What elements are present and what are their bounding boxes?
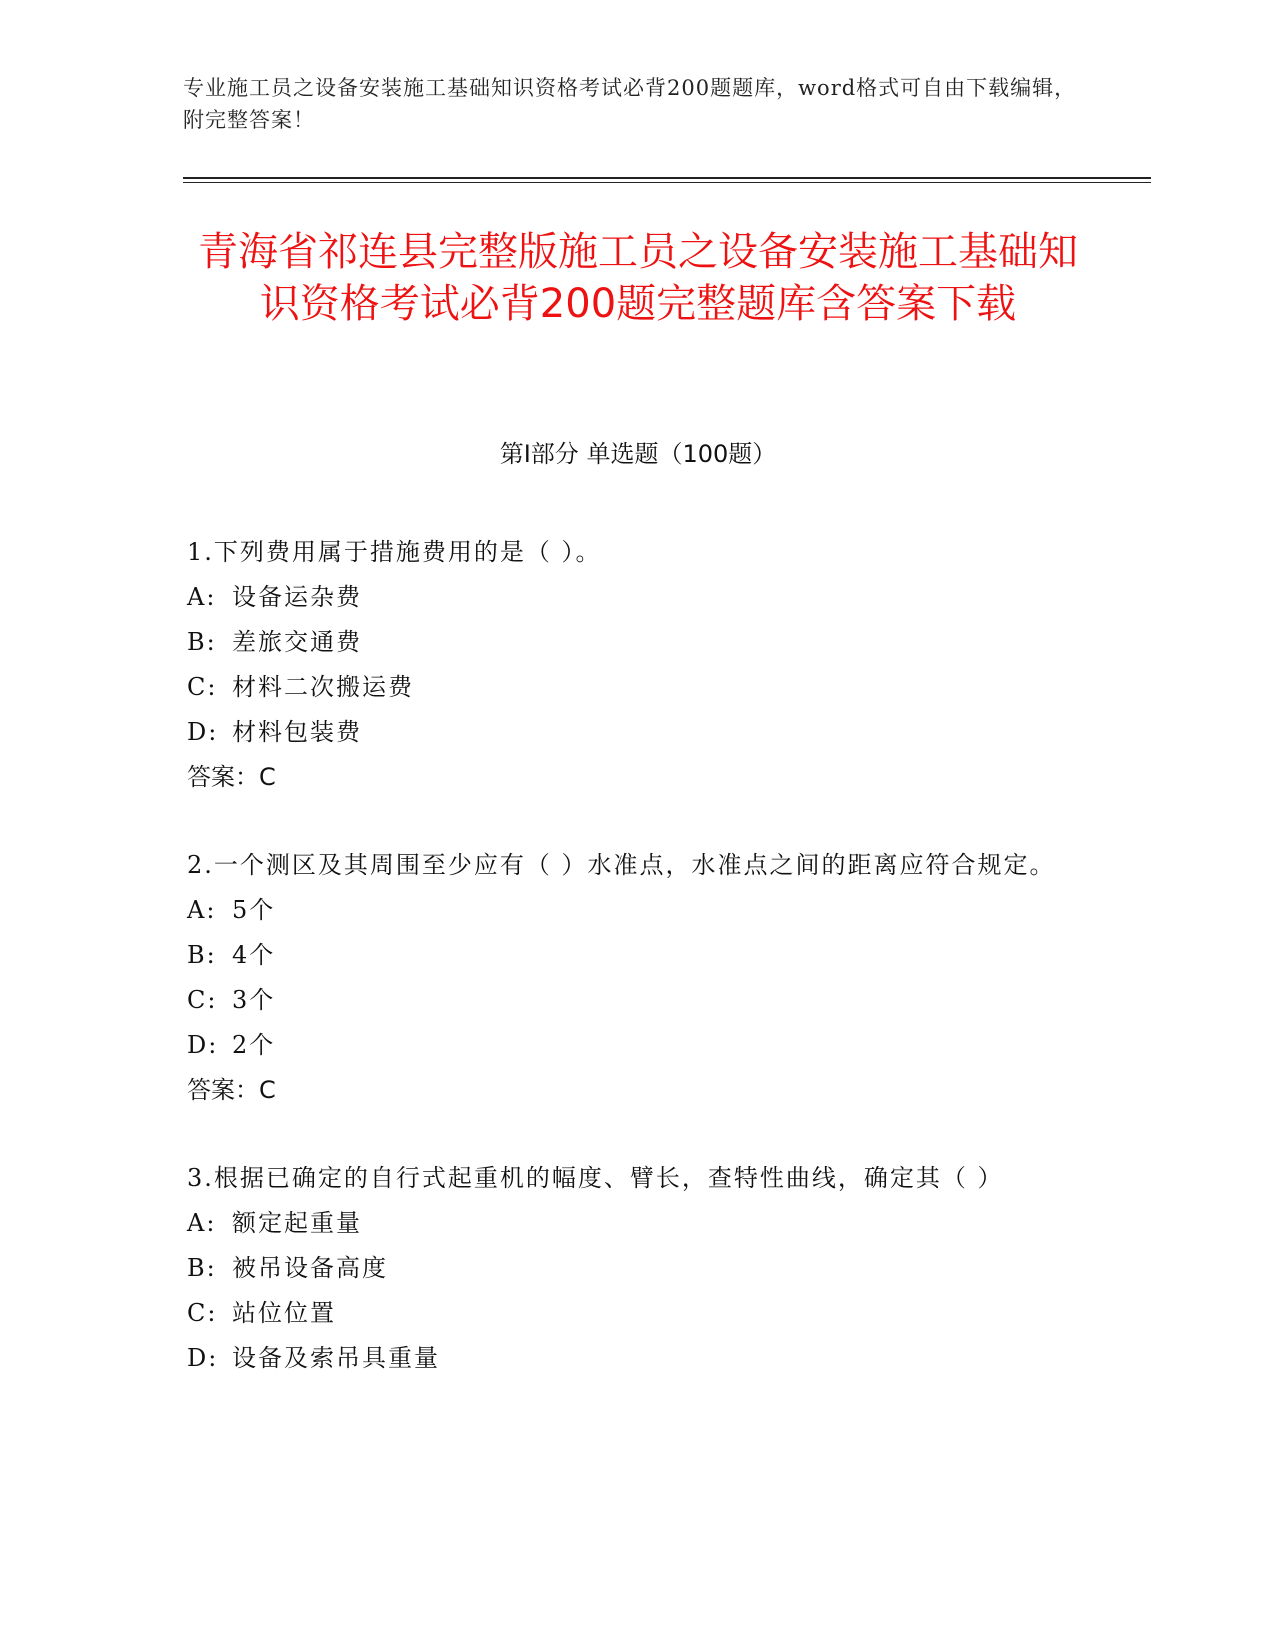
answer-line <box>187 755 1067 800</box>
option-letter: A: <box>187 583 217 611</box>
option-letter: D: <box>187 1344 219 1372</box>
option-text: 设备及索吊具重量 <box>232 1344 440 1372</box>
answer-line <box>187 1068 1067 1113</box>
option-letter: D: <box>187 1031 219 1059</box>
option-a <box>187 575 1067 620</box>
question-1 <box>187 530 1067 800</box>
option-text: 差旅交通费 <box>232 628 362 656</box>
option-text: 站位位置 <box>232 1299 336 1327</box>
option-text: 3个 <box>232 986 276 1014</box>
question-2 <box>187 843 1067 1113</box>
question-stem: 3.根据已确定的自行式起重机的幅度、臂长，查特性曲线，确定其（ ） <box>187 1164 1004 1192</box>
option-text: 被吊设备高度 <box>232 1254 388 1282</box>
option-letter: A: <box>187 1209 217 1237</box>
option-letter: B: <box>187 1254 217 1282</box>
answer-value: C <box>259 1076 276 1104</box>
header-rule-thick <box>183 177 1151 179</box>
option-letter: B: <box>187 941 217 969</box>
document-title: 青海省祁连县完整版施工员之设备安装施工基础知识资格考试必背200题完整题库含答案下载 <box>198 229 1078 327</box>
question-stem: 2.一个测区及其周围至少应有（ ）水准点，水准点之间的距离应符合规定。 <box>187 851 1056 879</box>
option-letter: B: <box>187 628 217 656</box>
answer-value: C <box>259 763 276 791</box>
option-text: 额定起重量 <box>232 1209 362 1237</box>
header-note: 专业施工员之设备安装施工基础知识资格考试必背200题题库，word格式可自由下载编辑，附完整答案！ <box>183 76 1077 132</box>
option-c <box>187 665 1067 710</box>
option-c <box>187 1291 1067 1336</box>
option-text: 2个 <box>232 1031 276 1059</box>
answer-label: 答案： <box>187 1076 259 1104</box>
option-b <box>187 620 1067 665</box>
option-text: 设备运杂费 <box>232 583 362 611</box>
question-stem: 1.下列费用属于措施费用的是（ ）。 <box>187 538 602 566</box>
option-b <box>187 933 1067 978</box>
section-heading: 第I部分 单选题（100题） <box>499 440 777 468</box>
answer-label: 答案： <box>187 763 259 791</box>
option-letter: A: <box>187 896 217 924</box>
option-text: 5个 <box>232 896 276 924</box>
option-a <box>187 888 1067 933</box>
option-letter: C: <box>187 673 218 701</box>
option-text: 材料包装费 <box>232 718 362 746</box>
header-rule-thin <box>183 182 1151 183</box>
option-d <box>187 1023 1067 1068</box>
option-a <box>187 1201 1067 1246</box>
option-text: 材料二次搬运费 <box>232 673 414 701</box>
option-letter: D: <box>187 718 219 746</box>
option-letter: C: <box>187 986 218 1014</box>
question-list <box>187 530 1067 1424</box>
option-text: 4个 <box>232 941 276 969</box>
option-letter: C: <box>187 1299 218 1327</box>
option-b <box>187 1246 1067 1291</box>
option-d <box>187 1336 1067 1381</box>
option-c <box>187 978 1067 1023</box>
option-d <box>187 710 1067 755</box>
question-3 <box>187 1156 1067 1381</box>
